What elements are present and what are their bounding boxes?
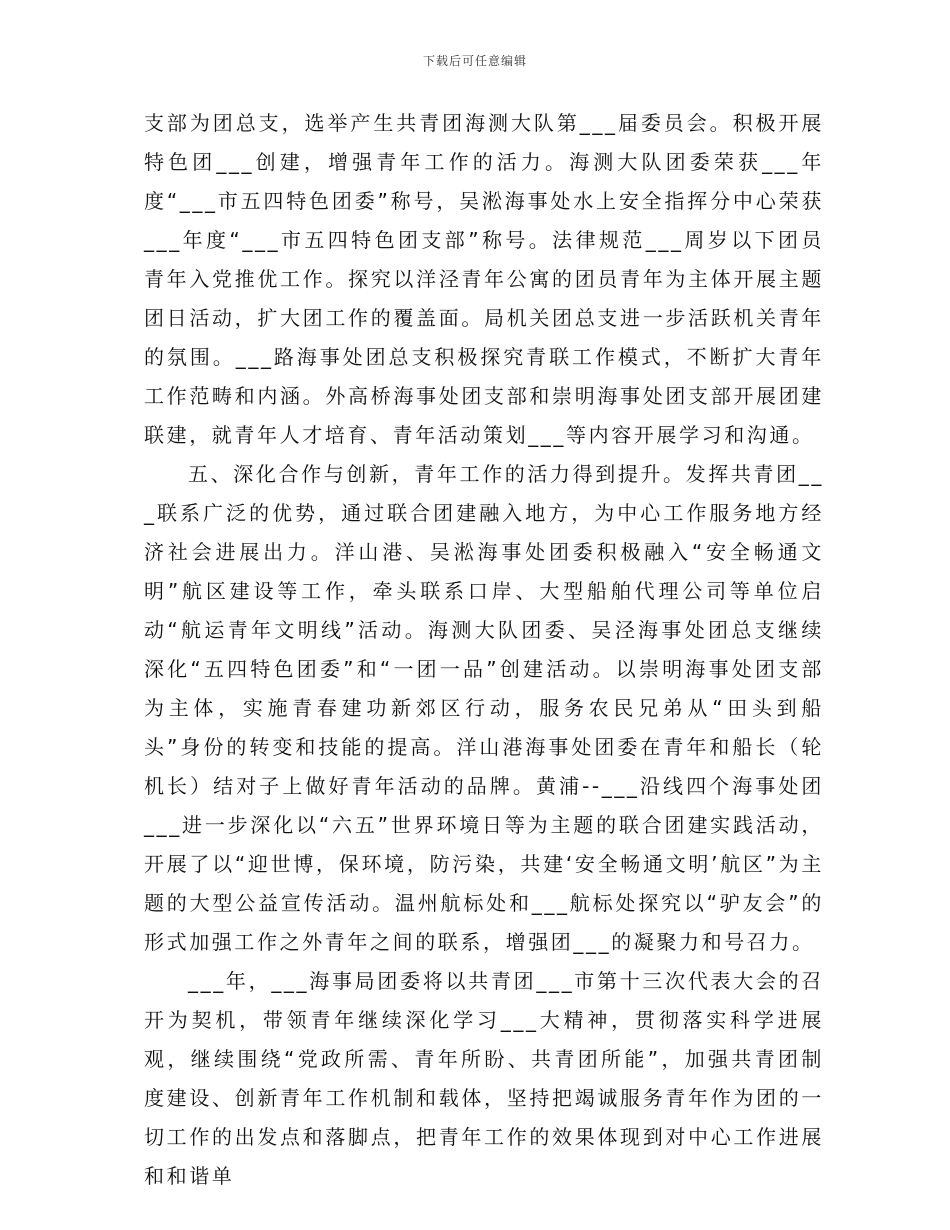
paragraph-section-five: 五、深化合作与创新，青年工作的活力得到提升。发挥共青团___联系广泛的优势，通过联合团建融入地方，为中心工作服务地方经济社会进展出力。洋山港、吴淞海事处团委积极融入“安全畅通文明”航区建设等工作，牵头联系口岸、大型船舶代理公司等单位启动“航运青年文明线”活动。海测大队团委、吴泾海事处团总支继续深化“五四特色团委”和“一团一品”创建活动。以崇明海事处团支部为主体，实施青春建功新郊区行动，服务农民兄弟从“田头到船头”身份的转变和技能的提高。洋山港海事处团委在青年和船长（轮机长）结对子上做好青年活动的品牌。黄浦--___沿线四个海事处团___进一步深化以“六五”世界环境日等为主题的联合团建实践活动，开展了以“迎世博，保环境，防污染，共建‘安全畅通文明’航区”为主题的大型公益宣传活动。温州航标处和___航标处探究以“驴友会”的形式加强工作之外青年之间的联系，增强团___的凝聚力和号召力。 <box>144 462 824 954</box>
document-body <box>144 104 824 1196</box>
paragraph-outlook: ___年，___海事局团委将以共青团___市第十三次代表大会的召开为契机，带领青年继续深化学习___大精神，贯彻落实科学进展观，继续围绕“党政所需、青年所盼、共青团所能”，加强共青团制度建设、创新青年工作机制和载体，坚持把竭诚服务青年作为团的一切工作的出发点和落脚点，把青年工作的效果体现到对中心工作进展和和谐单 <box>144 969 824 1188</box>
page-header: 下载后可任意编辑 <box>422 54 527 68</box>
paragraph-continuation: 支部为团总支，选举产生共青团海测大队第___届委员会。积极开展特色团___创建，增强青年工作的活力。海测大队团委荣获___年度“___市五四特色团委”称号，吴淞海事处水上安全指挥分中心荣获___年度“___市五四特色团支部”称号。法律规范___周岁以下团员青年入党推优工作。探究以洋泾青年公寓的团员青年为主体开展主题团日活动，扩大团工作的覆盖面。局机关团总支进一步活跃机关青年的氛围。___路海事处团总支积极探究青联工作模式，不断扩大青年工作范畴和内涵。外高桥海事处团支部和崇明海事处团支部开展团建联建，就青年人才培育、青年活动策划___等内容开展学习和沟通。 <box>144 111 824 447</box>
